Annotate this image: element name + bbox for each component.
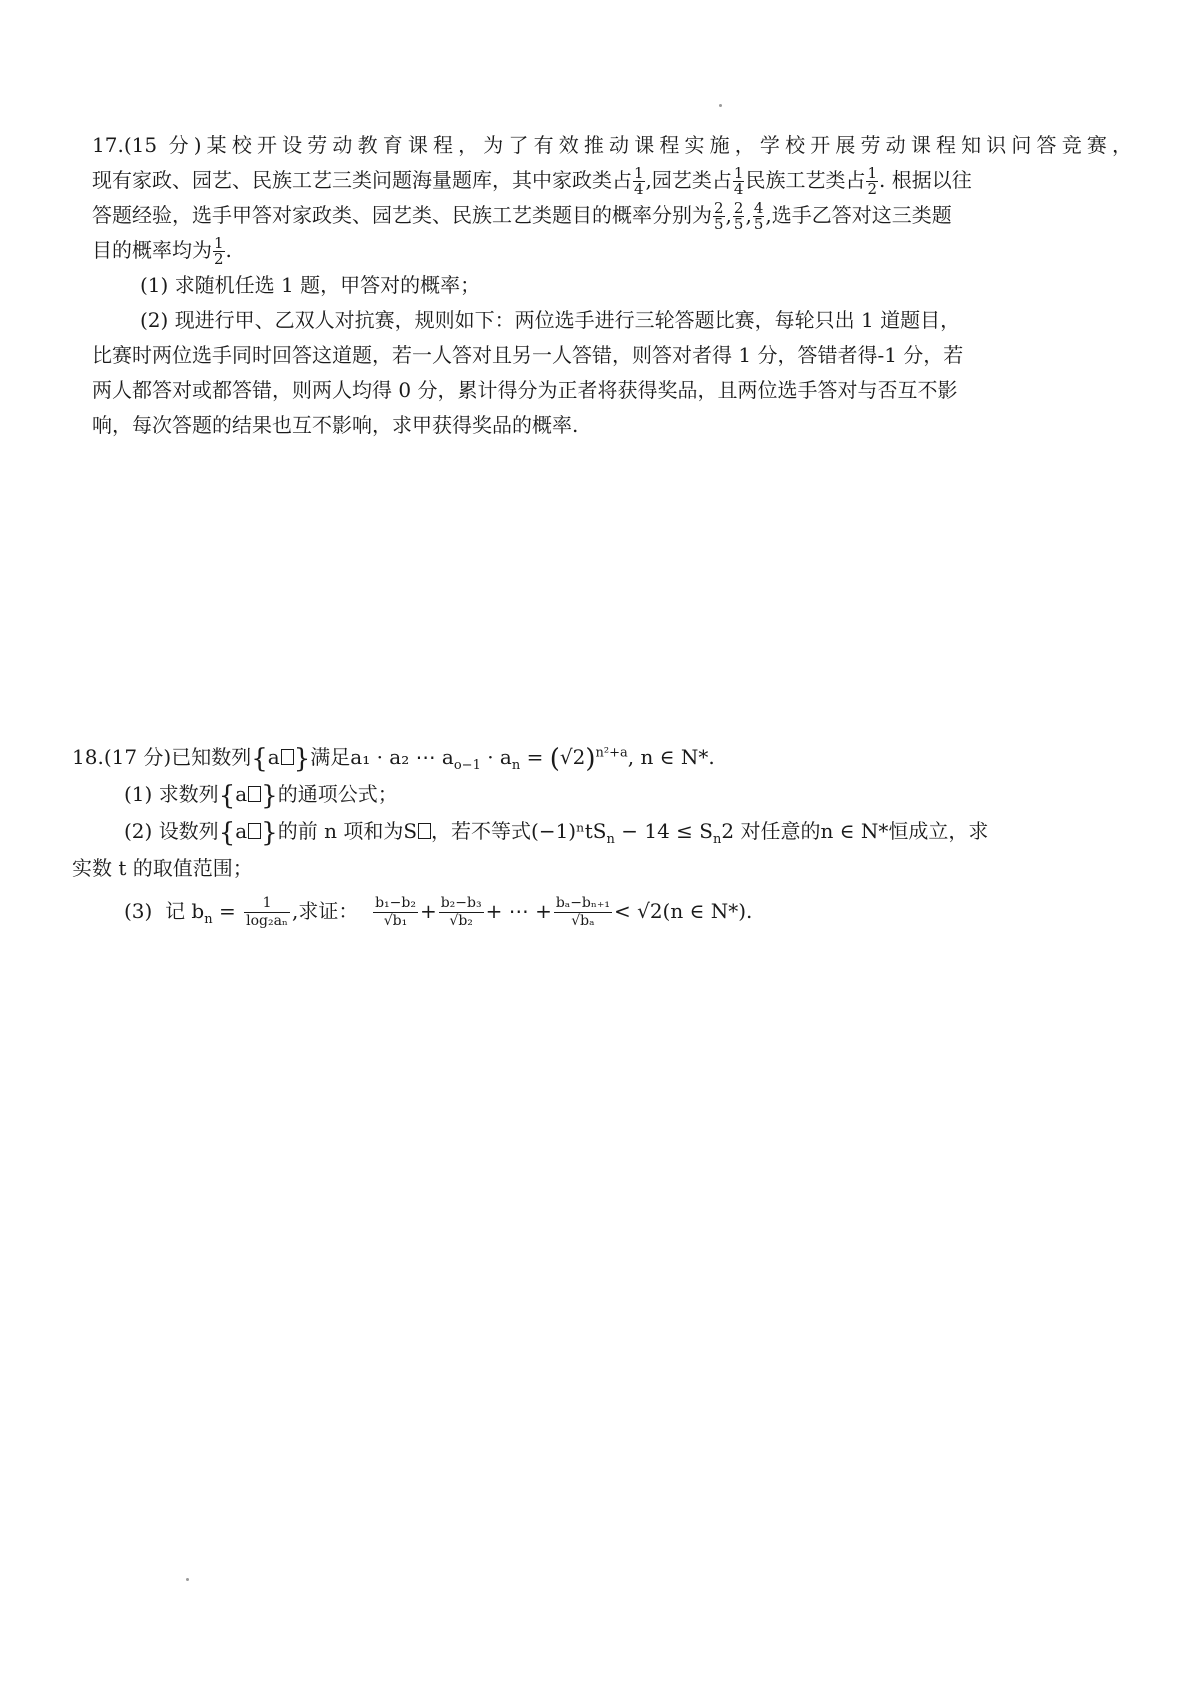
fraction: $\frac{1}{4}$ (634, 164, 644, 198)
q17-subquestion-2: (2) 现进行甲、乙双人对抗赛，规则如下：两位选手进行三轮答题比赛，每轮只出 1 道题目， (140, 308, 961, 332)
q17-text: . 根据以往 (879, 168, 972, 192)
fraction: $\frac{1}{2}$ (214, 234, 224, 268)
q18-points: (17 分) (103, 745, 172, 769)
fraction: $\frac{2}{5}$ (733, 199, 744, 233)
fraction: $\frac{1}{\text{log₂aₙ}}$ (246, 895, 288, 929)
q17-line-3: 答题经验，选手甲答对家政类、园艺类、民族工艺类题目的概率分别为 $\frac{2}{5}$ , $\frac{2}{5}$ , $\frac{4}{5}$ ,选手乙答对这三类题 (92, 199, 952, 233)
fraction: $\frac{1}{2}$ (867, 164, 877, 198)
q17-points: (15 分) (123, 133, 202, 157)
q18-number: 18. (72, 745, 104, 769)
q17-subquestion-2-cont: 比赛时两位选手同时回答这道题，若一人答对且另一人答错，则答对者得 1 分，答错者得-1 分，若 (92, 343, 964, 367)
placeholder-box (418, 823, 431, 839)
q18-subquestion-3: (3) 记 $b_n$ = $\frac{1}{\text{log₂aₙ}}$ ,求证： $\frac{\text{b₁−b₂}}{\text{√b₁}}$ + $\frac{\text{b₂−b₃}}{\text{√b₂}}$ + ⋯ + $\frac{\text{bₐ−bₙ₊₁}}{\text{√bₐ}}$ < √2(n ∈ N*). (124, 895, 753, 929)
q17-text: 某校开设劳动教育课程，为了有效推动课程实施，学校开展劳动课程知识问答竞赛， (201, 133, 1133, 157)
q17-subquestion-2-cont: 两人都答对或都答错，则两人均得 0 分，累计得分为正者将获得奖品，且两位选手答对与否互不影 (92, 378, 958, 402)
fraction: $\frac{\text{b₂−b₃}}{\text{√b₂}}$ (440, 895, 482, 929)
q17-subquestion-2-cont: 响，每次答题的结果也互不影响，求甲获得奖品的概率. (92, 413, 579, 437)
q18-subquestion-2-cont: 实数 t 的取值范围； (72, 856, 253, 880)
q18-line-1: 18.(17 分)已知数列{a }满足a₁ · a₂ ⋯ $a_{o-1} \cdot a_n = (√2)^{n^2+a}$, n ∈ N*. (72, 744, 715, 774)
fraction: $\frac{1}{4}$ (733, 164, 744, 198)
placeholder-box (248, 786, 261, 802)
q17-subquestion-1: (1) 求随机任选 1 题，甲答对的概率； (140, 273, 481, 297)
placeholder-box (281, 749, 294, 765)
problem-17 (92, 128, 1132, 443)
q17-text: 答题经验，选手甲答对家政类、园艺类、民族工艺类题目的概率分别为 (92, 203, 712, 227)
fraction: $\frac{\text{bₐ−bₙ₊₁}}{\text{√bₐ}}$ (555, 895, 610, 929)
q17-line-2 (92, 163, 1132, 198)
q17-text: 民族工艺类占 (745, 168, 866, 192)
q17-text: ,选手乙答对这三类题 (765, 203, 952, 227)
q18-subquestion-1: (1) 求数列{a }的通项公式； (124, 781, 398, 811)
problem-18 (72, 740, 1132, 930)
q17-text: 现有家政、园艺、民族工艺三类问题海量题库，其中家政类占 (92, 168, 632, 192)
placeholder-box (248, 823, 261, 839)
scan-speck (186, 1578, 189, 1581)
q17-text: 目的概率均为 (92, 238, 212, 262)
q17-text: ,园艺类占 (645, 168, 732, 192)
q18-subquestion-2: (2) 设数列{a }的前 n 项和为S ，若不等式$(-1)^ntS_n - 14 \le S_n2$ 对任意的n ∈ N*恒成立，求 (124, 818, 989, 848)
q17-number: 17. (92, 133, 124, 157)
fraction: $\frac{2}{5}$ (714, 199, 724, 233)
fraction: $\frac{4}{5}$ (753, 199, 764, 233)
fraction: $\frac{\text{b₁−b₂}}{\text{√b₁}}$ (375, 895, 416, 929)
q17-line-4: 目的概率均为 $\frac{1}{2}$ . (92, 234, 232, 268)
q17-line-1 (92, 128, 1132, 163)
scan-speck (719, 104, 722, 107)
